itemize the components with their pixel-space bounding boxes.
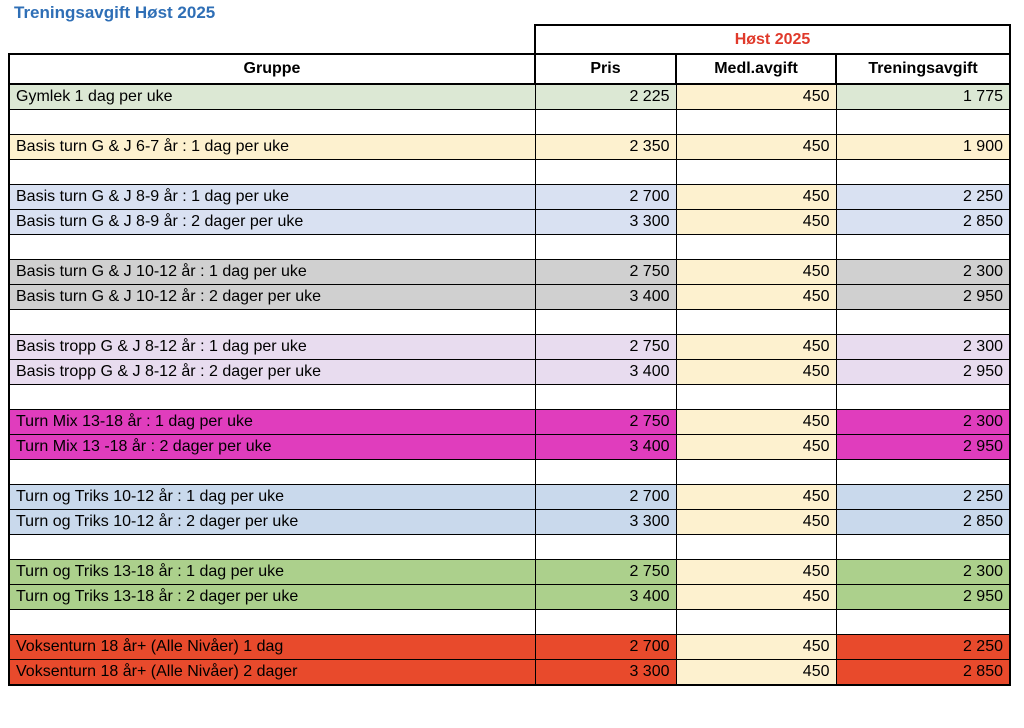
group-cell: Voksenturn 18 år+ (Alle Nivåer) 1 dag bbox=[9, 635, 535, 660]
membership-cell: 450 bbox=[676, 185, 836, 210]
membership-cell bbox=[676, 160, 836, 185]
training-fee-cell: 2 250 bbox=[836, 485, 1010, 510]
header-training-fee: Treningsavgift bbox=[836, 54, 1010, 84]
header-membership: Medl.avgift bbox=[676, 54, 836, 84]
season-row bbox=[9, 25, 1010, 54]
membership-cell: 450 bbox=[676, 585, 836, 610]
price-cell: 2 350 bbox=[535, 135, 676, 160]
spacer-row bbox=[9, 110, 1010, 135]
training-fee-cell: 2 950 bbox=[836, 285, 1010, 310]
membership-cell bbox=[676, 610, 836, 635]
spacer-row bbox=[9, 610, 1010, 635]
price-cell: 2 700 bbox=[535, 485, 676, 510]
price-cell bbox=[535, 310, 676, 335]
training-fee-cell: 2 950 bbox=[836, 585, 1010, 610]
membership-cell: 450 bbox=[676, 285, 836, 310]
membership-cell: 450 bbox=[676, 635, 836, 660]
group-cell: Basis turn G & J 8-9 år : 1 dag per uke bbox=[9, 185, 535, 210]
table-row bbox=[9, 285, 1010, 310]
training-fee-cell: 2 250 bbox=[836, 185, 1010, 210]
spacer-row bbox=[9, 460, 1010, 485]
price-cell: 3 300 bbox=[535, 660, 676, 686]
spacer-row bbox=[9, 160, 1010, 185]
training-fee-cell: 1 900 bbox=[836, 135, 1010, 160]
membership-cell: 450 bbox=[676, 360, 836, 385]
price-cell bbox=[535, 235, 676, 260]
group-cell: Turn og Triks 10-12 år : 2 dager per uke bbox=[9, 510, 535, 535]
group-cell: Gymlek 1 dag per uke bbox=[9, 84, 535, 110]
price-cell: 2 700 bbox=[535, 635, 676, 660]
table-row bbox=[9, 84, 1010, 110]
membership-cell bbox=[676, 310, 836, 335]
header-row bbox=[9, 54, 1010, 84]
table-row bbox=[9, 210, 1010, 235]
table-row bbox=[9, 635, 1010, 660]
training-fee-cell: 2 850 bbox=[836, 510, 1010, 535]
price-cell: 2 225 bbox=[535, 84, 676, 110]
price-cell: 3 300 bbox=[535, 510, 676, 535]
training-fee-cell: 2 850 bbox=[836, 660, 1010, 686]
membership-cell: 450 bbox=[676, 660, 836, 686]
group-cell bbox=[9, 110, 535, 135]
price-cell bbox=[535, 110, 676, 135]
membership-cell: 450 bbox=[676, 335, 836, 360]
training-fee-cell bbox=[836, 610, 1010, 635]
season-label: Høst 2025 bbox=[535, 25, 1010, 54]
membership-cell bbox=[676, 460, 836, 485]
table-row bbox=[9, 135, 1010, 160]
table-row bbox=[9, 485, 1010, 510]
group-cell bbox=[9, 160, 535, 185]
table-body bbox=[9, 84, 1010, 685]
training-fee-cell bbox=[836, 385, 1010, 410]
training-fee-cell: 2 300 bbox=[836, 410, 1010, 435]
training-fee-cell bbox=[836, 460, 1010, 485]
training-fee-cell bbox=[836, 235, 1010, 260]
table-row bbox=[9, 185, 1010, 210]
training-fee-cell bbox=[836, 110, 1010, 135]
price-cell: 3 300 bbox=[535, 210, 676, 235]
group-cell bbox=[9, 310, 535, 335]
table-row bbox=[9, 260, 1010, 285]
price-cell bbox=[535, 460, 676, 485]
group-cell bbox=[9, 535, 535, 560]
membership-cell: 450 bbox=[676, 210, 836, 235]
price-cell: 3 400 bbox=[535, 585, 676, 610]
price-cell: 2 700 bbox=[535, 185, 676, 210]
training-fee-cell: 2 300 bbox=[836, 335, 1010, 360]
price-cell: 2 750 bbox=[535, 260, 676, 285]
price-cell bbox=[535, 535, 676, 560]
spacer-row bbox=[9, 385, 1010, 410]
membership-cell: 450 bbox=[676, 84, 836, 110]
table-row bbox=[9, 335, 1010, 360]
table-row bbox=[9, 435, 1010, 460]
group-cell: Basis turn G & J 10-12 år : 1 dag per uke bbox=[9, 260, 535, 285]
price-cell: 3 400 bbox=[535, 360, 676, 385]
price-cell bbox=[535, 385, 676, 410]
group-cell: Basis turn G & J 6-7 år : 1 dag per uke bbox=[9, 135, 535, 160]
membership-cell: 450 bbox=[676, 435, 836, 460]
spacer-row bbox=[9, 535, 1010, 560]
training-fee-cell bbox=[836, 535, 1010, 560]
training-fee-cell: 1 775 bbox=[836, 84, 1010, 110]
membership-cell: 450 bbox=[676, 485, 836, 510]
training-fee-cell: 2 850 bbox=[836, 210, 1010, 235]
membership-cell: 450 bbox=[676, 135, 836, 160]
table-row bbox=[9, 360, 1010, 385]
spacer-row bbox=[9, 235, 1010, 260]
header-price: Pris bbox=[535, 54, 676, 84]
price-cell bbox=[535, 610, 676, 635]
membership-cell bbox=[676, 235, 836, 260]
group-cell bbox=[9, 610, 535, 635]
header-group: Gruppe bbox=[9, 54, 535, 84]
group-cell bbox=[9, 460, 535, 485]
group-cell: Basis turn G & J 8-9 år : 2 dager per uke bbox=[9, 210, 535, 235]
price-cell bbox=[535, 160, 676, 185]
spacer-row bbox=[9, 310, 1010, 335]
group-cell: Voksenturn 18 år+ (Alle Nivåer) 2 dager bbox=[9, 660, 535, 686]
group-cell: Turn og Triks 13-18 år : 1 dag per uke bbox=[9, 560, 535, 585]
price-cell: 2 750 bbox=[535, 560, 676, 585]
group-cell: Basis tropp G & J 8-12 år : 2 dager per uke bbox=[9, 360, 535, 385]
table-row bbox=[9, 585, 1010, 610]
membership-cell bbox=[676, 385, 836, 410]
table-row bbox=[9, 410, 1010, 435]
training-fee-cell: 2 250 bbox=[836, 635, 1010, 660]
training-fee-cell: 2 950 bbox=[836, 435, 1010, 460]
training-fee-cell: 2 300 bbox=[836, 560, 1010, 585]
training-fee-cell bbox=[836, 160, 1010, 185]
price-cell: 3 400 bbox=[535, 285, 676, 310]
training-fee-cell: 2 300 bbox=[836, 260, 1010, 285]
group-cell bbox=[9, 385, 535, 410]
group-cell: Turn og Triks 13-18 år : 2 dager per uke bbox=[9, 585, 535, 610]
table-row bbox=[9, 560, 1010, 585]
group-cell: Turn og Triks 10-12 år : 1 dag per uke bbox=[9, 485, 535, 510]
membership-cell bbox=[676, 110, 836, 135]
table-row bbox=[9, 660, 1010, 686]
group-cell: Turn Mix 13 -18 år : 2 dager per uke bbox=[9, 435, 535, 460]
group-cell bbox=[9, 235, 535, 260]
membership-cell: 450 bbox=[676, 560, 836, 585]
group-cell: Basis turn G & J 10-12 år : 2 dager per uke bbox=[9, 285, 535, 310]
price-cell: 2 750 bbox=[535, 410, 676, 435]
training-fee-cell bbox=[836, 310, 1010, 335]
membership-cell bbox=[676, 535, 836, 560]
price-cell: 2 750 bbox=[535, 335, 676, 360]
price-cell: 3 400 bbox=[535, 435, 676, 460]
membership-cell: 450 bbox=[676, 260, 836, 285]
page-title: Treningsavgift Høst 2025 bbox=[14, 3, 216, 22]
group-cell: Basis tropp G & J 8-12 år : 1 dag per uke bbox=[9, 335, 535, 360]
training-fee-cell: 2 950 bbox=[836, 360, 1010, 385]
group-cell: Turn Mix 13-18 år : 1 dag per uke bbox=[9, 410, 535, 435]
table-row bbox=[9, 510, 1010, 535]
membership-cell: 450 bbox=[676, 510, 836, 535]
fee-table bbox=[8, 24, 1011, 686]
membership-cell: 450 bbox=[676, 410, 836, 435]
